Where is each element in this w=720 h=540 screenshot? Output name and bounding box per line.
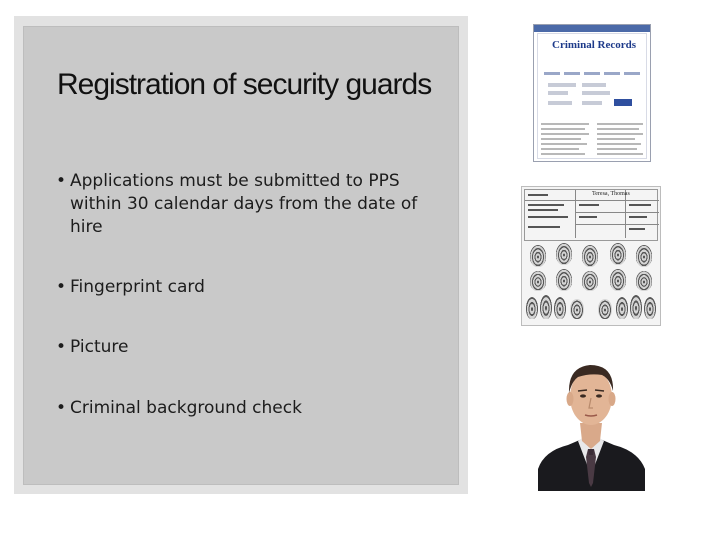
bullet-applications xyxy=(56,170,426,239)
bullet-dot: • xyxy=(56,277,67,297)
fingerprint-grid xyxy=(524,241,658,323)
criminal-records-logo xyxy=(552,39,637,65)
bullet-fingerprint-card xyxy=(56,276,426,299)
fingerprint xyxy=(554,297,566,319)
fingerprint xyxy=(530,271,546,291)
criminal-records-website-image xyxy=(533,24,651,162)
bullet-text: Fingerprint card xyxy=(70,277,205,297)
website-search-form xyxy=(548,81,634,129)
bullet-criminal-check xyxy=(56,397,426,420)
logo-text: Criminal Records xyxy=(552,39,637,51)
fingerprint xyxy=(598,299,612,319)
fingerprint xyxy=(644,297,656,319)
fingerprint-card-image xyxy=(521,186,661,326)
fingerprint xyxy=(636,271,652,291)
bullet-text: Criminal background check xyxy=(70,398,302,418)
fingerprint xyxy=(570,299,584,319)
fingerprint xyxy=(610,269,626,291)
search-button-thumb xyxy=(614,99,632,106)
fingerprint xyxy=(556,269,572,291)
portrait-illustration xyxy=(538,349,645,491)
fingerprint xyxy=(556,243,572,265)
fingerprint xyxy=(540,295,552,319)
fingerprint xyxy=(636,245,652,267)
fingerprint xyxy=(582,271,598,291)
fingerprint xyxy=(530,245,546,267)
browser-titlebar xyxy=(534,25,650,32)
fingerprint xyxy=(616,297,628,319)
bullet-dot: • xyxy=(56,398,67,418)
fingerprint xyxy=(582,245,598,267)
website-nav xyxy=(544,72,640,76)
fingerprint-card-name: Teresa, Thomas xyxy=(592,191,630,197)
bullet-text: Picture xyxy=(70,337,129,357)
portrait-photo xyxy=(538,349,645,491)
fingerprint-card-header xyxy=(524,189,658,241)
fingerprint xyxy=(610,243,626,265)
bullet-dot: • xyxy=(56,337,67,357)
bullet-dot: • xyxy=(56,171,67,191)
fingerprint xyxy=(526,297,538,319)
bullet-text: Applications must be submitted to PPS within 30 calendar days from the date of hire xyxy=(70,171,418,237)
website-text-columns xyxy=(541,123,645,159)
slide-title: Registration of security guards xyxy=(57,68,432,101)
bullet-picture xyxy=(56,336,426,359)
fingerprint xyxy=(630,295,642,319)
